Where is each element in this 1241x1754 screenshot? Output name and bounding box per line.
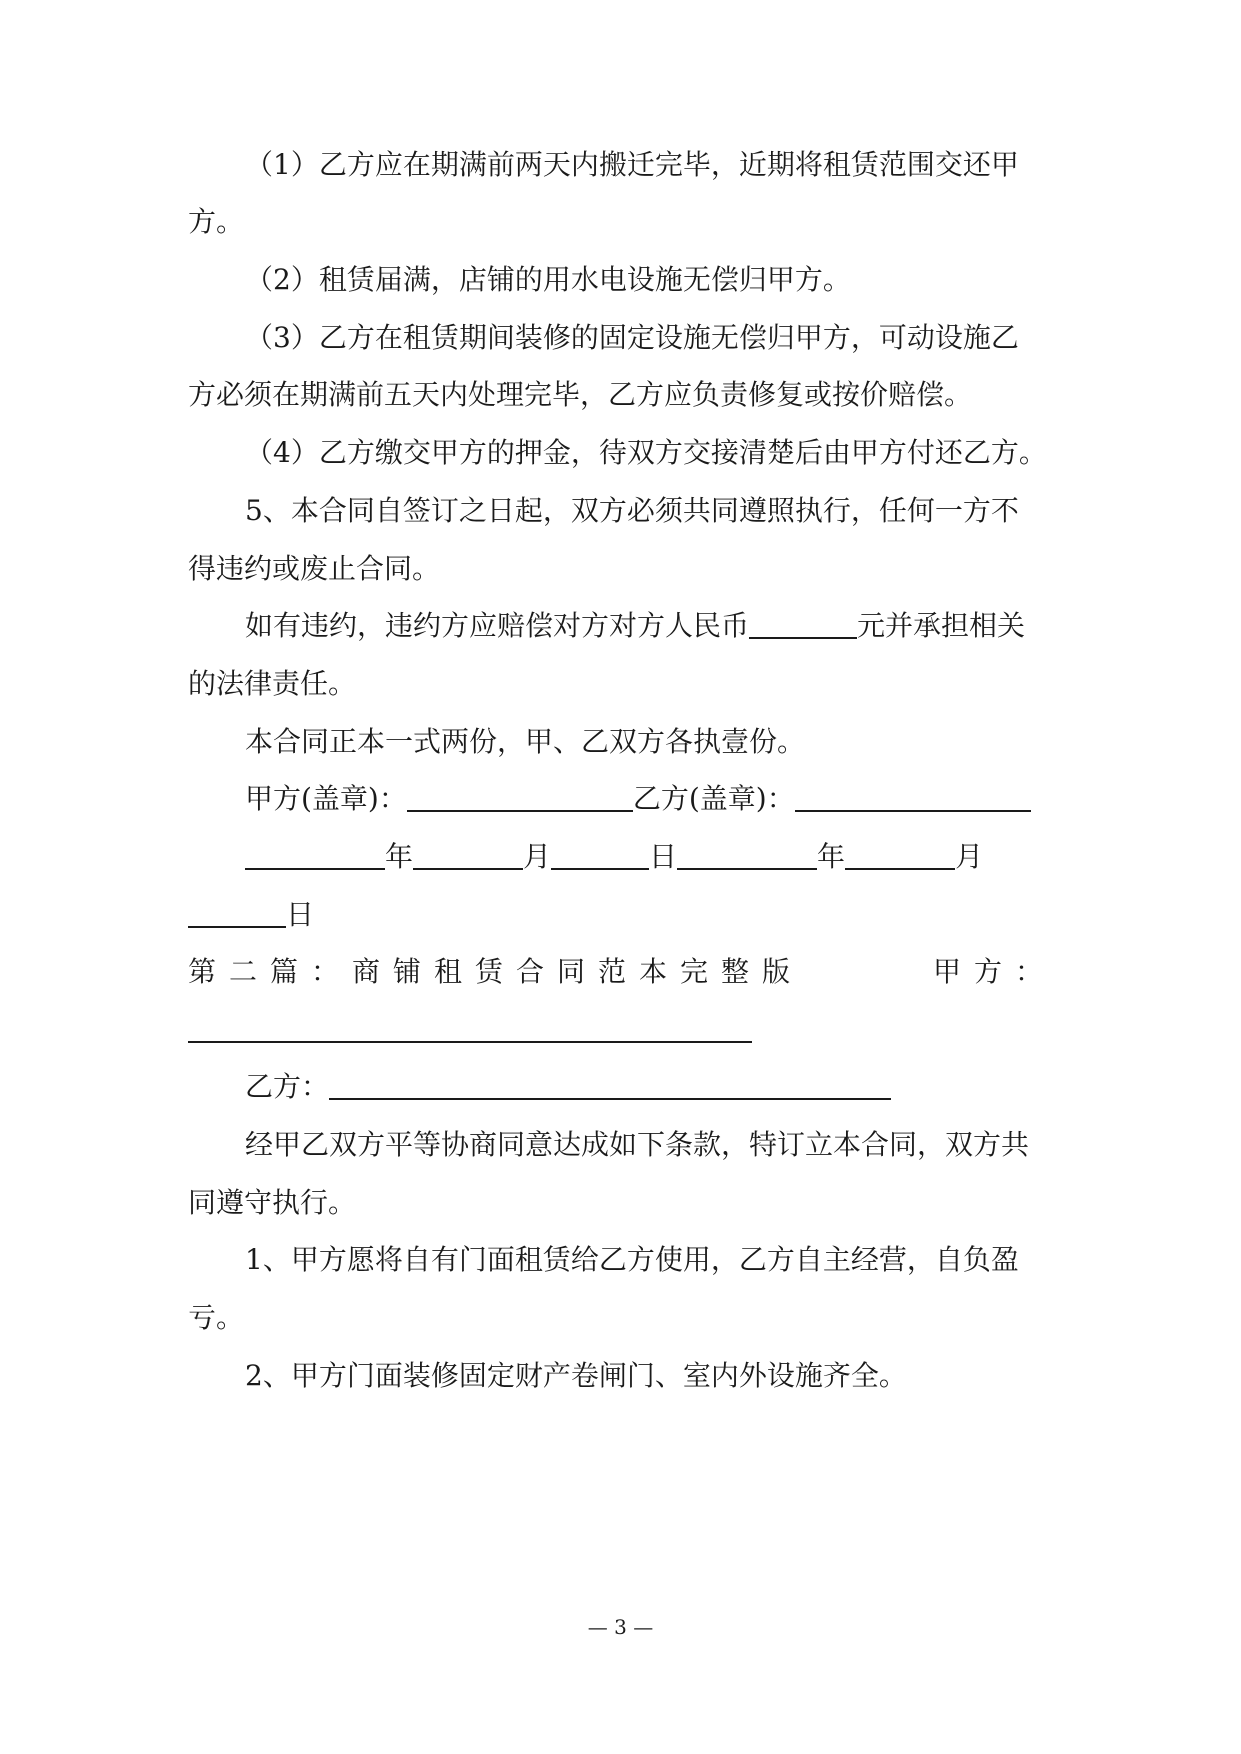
clause-1-line-2: 方。: [188, 205, 245, 238]
second-article-heading: 第二篇：商铺租赁合同范本完整版: [188, 955, 804, 988]
intro-line-2: 同遵守执行。: [188, 1186, 357, 1219]
clause-4: （4）乙方缴交甲方的押金，待双方交接清楚后由甲方付还乙方。: [245, 436, 1047, 469]
party-b-seal-blank[interactable]: [795, 782, 1031, 812]
second-party-b-label: 乙方：: [245, 1070, 330, 1103]
clause-5-line-1: 5、本合同自签订之日起，双方必须共同遵照执行，任何一方不: [245, 494, 1019, 527]
intro-line-1: 经甲乙双方平等协商同意达成如下条款，特订立本合同，双方共: [245, 1128, 1030, 1161]
seal-line: [245, 779, 1058, 819]
day-b-blank[interactable]: [188, 898, 286, 928]
day-a-label: 日: [649, 840, 678, 873]
second-party-b-blank[interactable]: [329, 1070, 891, 1100]
second-party-a-label: 甲方：: [933, 955, 1057, 988]
day-a-blank[interactable]: [551, 840, 649, 870]
month-a-blank[interactable]: [413, 840, 523, 870]
year-a-label: 年: [385, 840, 414, 873]
clause-3-line-2: 方必须在期满前五天内处理完毕，乙方应负责修复或按价赔偿。: [188, 378, 973, 411]
page-number: — 3 —: [587, 1615, 654, 1639]
breach-line-1: [245, 606, 1058, 646]
date-line: [245, 837, 1058, 877]
clause-2: （2）租赁届满，店铺的用水电设施无偿归甲方。: [245, 263, 851, 296]
clause-3-line-1: （3）乙方在租赁期间装修的固定设施无偿归甲方，可动设施乙: [245, 321, 1019, 354]
year-b-label: 年: [817, 840, 846, 873]
month-a-label: 月: [523, 840, 552, 873]
second-party-a-line: [188, 1010, 1058, 1050]
breach-line-2: 的法律责任。: [188, 667, 357, 700]
year-a-blank[interactable]: [245, 840, 385, 870]
amount-blank[interactable]: [749, 609, 857, 639]
breach-text-a: 如有违约，违约方应赔偿对方对方人民币: [245, 609, 750, 642]
month-b-label: 月: [955, 840, 984, 873]
second-party-b-line: [245, 1067, 1058, 1107]
item-2: 2、甲方门面装修固定财产卷闸门、室内外设施齐全。: [245, 1359, 907, 1392]
second-party-a-blank[interactable]: [188, 1013, 752, 1043]
breach-text-b: 元并承担相关: [857, 609, 1026, 642]
day-b-label: 日: [286, 898, 315, 931]
item-1-line-1: 1、甲方愿将自有门面租赁给乙方使用，乙方自主经营，自负盈: [245, 1243, 1019, 1276]
party-a-seal-label: 甲方(盖章)：: [245, 782, 407, 815]
month-b-blank[interactable]: [845, 840, 955, 870]
second-article-heading-line: [188, 952, 1058, 992]
item-1-line-2: 亏。: [188, 1301, 245, 1334]
party-b-seal-label: 乙方(盖章)：: [632, 782, 795, 815]
clause-1-line-1: （1）乙方应在期满前两天内搬迁完毕，近期将租赁范围交还甲: [245, 148, 1019, 181]
copies-clause: 本合同正本一式两份，甲、乙双方各执壹份。: [245, 725, 806, 758]
clause-5-line-2: 得违约或废止合同。: [188, 552, 441, 585]
year-b-blank[interactable]: [677, 840, 817, 870]
party-a-seal-blank[interactable]: [407, 782, 633, 812]
date-line-2: [188, 895, 1058, 935]
